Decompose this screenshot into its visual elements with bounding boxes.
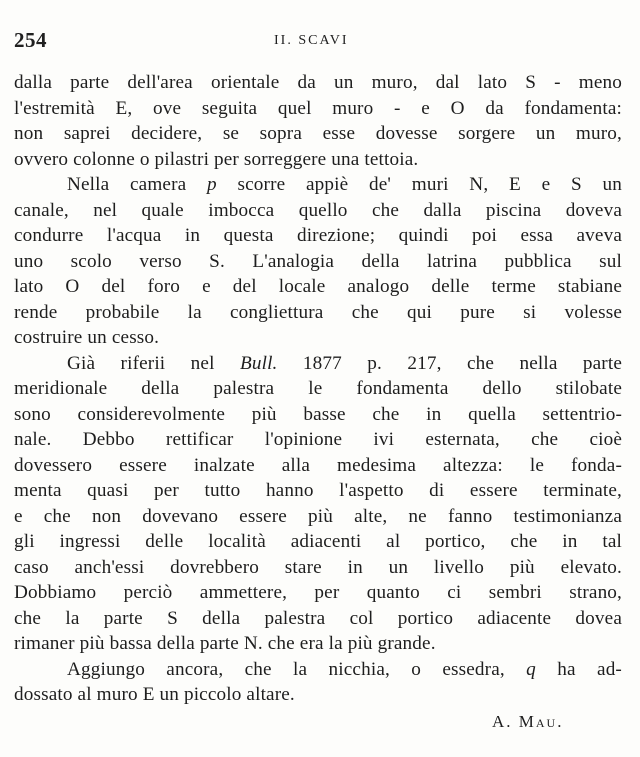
text-line: ovvero colonne o pilastri per sorreggere una tettoia. [14,148,419,170]
text-segment: Aggiungo ancora, che la nicchia, o essedra, [67,658,527,680]
page-number: 254 [14,28,47,52]
paragraph-first-line [14,657,622,683]
text-line: rimaner più bassa della parte N. che era la più grande. [14,633,436,654]
author-signature: A. Mau. [492,712,564,731]
text-segment: ha ad- [535,658,622,680]
text-line: l'estremità E, ove seguita quel muro - e O da fondamenta: [14,97,622,119]
text-line: caso anch'essi dovrebbero stare in un livello più elevato. [14,556,622,578]
text-line: e che non dovevano essere più alte, ne fanno testimonianza [14,505,622,527]
text-line: dalla parte dell'area orientale da un muro, dal lato S - meno [14,72,622,93]
text-line: rende probabile la congliettura che qui pure si volesse [14,301,622,323]
text-line: nale. Debbo rettificar l'opinione ivi esternata, che cioè [14,429,622,450]
section-title: II. SCAVI [274,33,349,48]
text-line: canale, nel quale imbocca quello che dalla piscina doveva [14,199,622,221]
text-segment: 1877 p. 217, che nella parte [277,352,622,374]
paragraph-first-line [14,172,622,198]
text-segment: Già riferii nel [67,352,240,374]
text-segment: Nella camera [67,174,208,195]
room-label-p: p [207,174,217,195]
paragraph-first-line [14,351,622,377]
text-line: dovessero essere inalzate alla medesima altezza: le fonda- [14,454,622,476]
text-line: dossato al muro E un piccolo altare. [14,684,295,705]
running-head [14,28,622,52]
citation-bull: Bull. [239,352,278,374]
text-line: meridionale della palestra le fondamenta dello stilobate [14,378,622,399]
text-line: lato O del foro e del locale analogo delle terme stabiane [14,276,622,297]
text-line: condurre l'acqua in questa direzione; quindi poi essa aveva [14,225,622,246]
text-line: uno scolo verso S. L'analogia della latrina pubblica sul [14,250,622,272]
text-line: menta quasi per tutto hanno l'aspetto di essere terminate, [14,480,622,501]
room-label-q: q [526,658,536,680]
text-line: gli ingressi delle località adiacenti al portico, che in tal [14,531,622,552]
text-line: non saprei decidere, se sopra esse dovesse sorgere un muro, [14,123,622,144]
text-line: costruire un cesso. [14,327,160,348]
text-segment: scorre appiè de' muri N, E e S un [216,174,622,195]
text-line: sono considerevolmente più basse che in quella settentrio- [14,403,622,425]
text-line: Dobbiamo perciò ammettere, per quanto ci sembri strano, [14,582,622,603]
text-line: che la parte S della palestra col portico adiacente dovea [14,607,622,629]
body-text [14,70,622,708]
